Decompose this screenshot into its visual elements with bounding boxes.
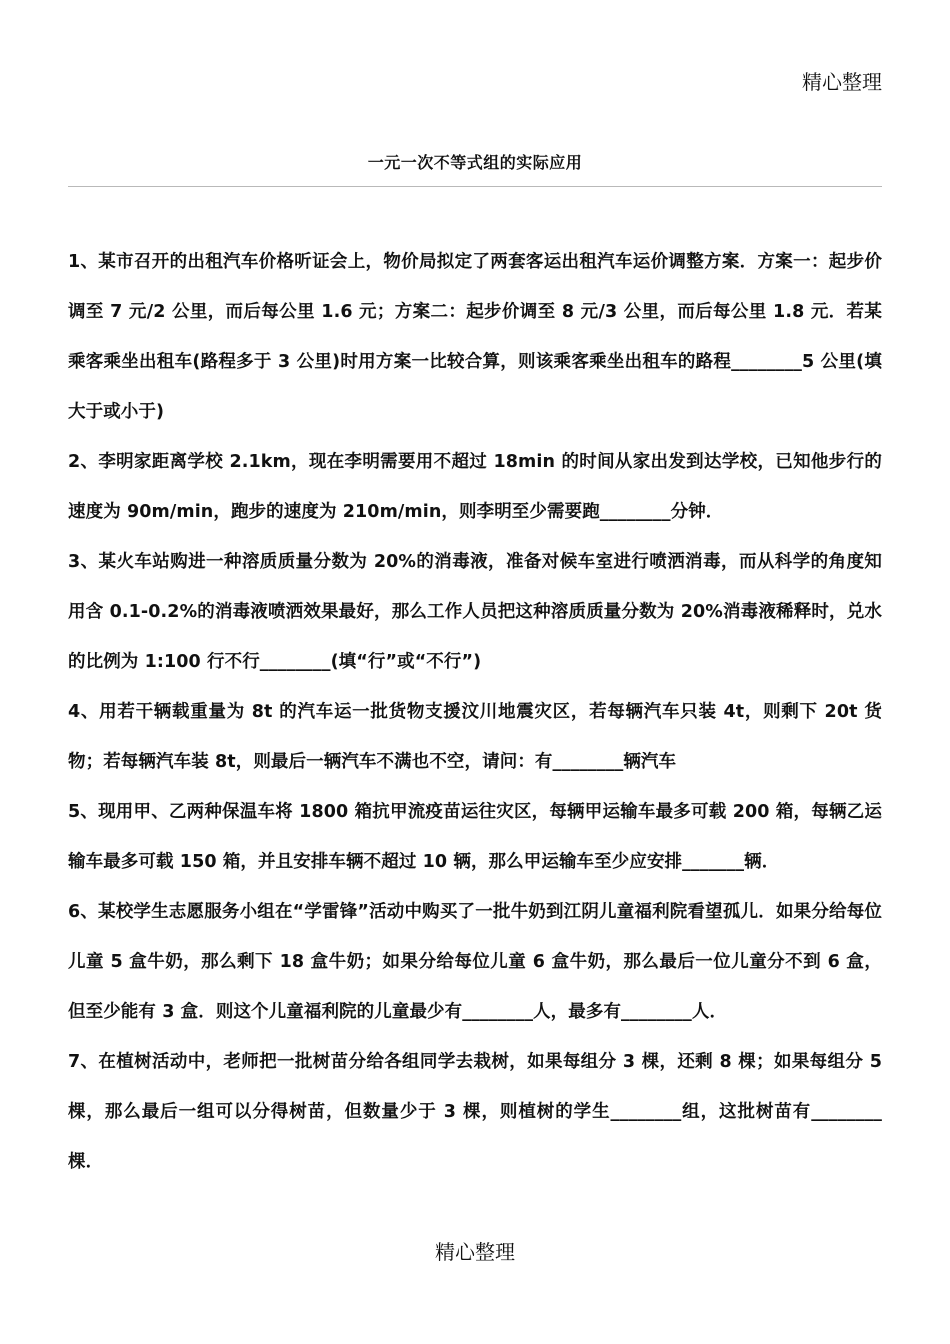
question-7: 7、在植树活动中，老师把一批树苗分给各组同学去栽树，如果每组分 3 棵，还剩 8 棵；如果每组分 5 棵，那么最后一组可以分得树苗，但数量少于 3 棵，则植树的学生________组，这批树苗有________棵．	[68, 1052, 882, 1172]
question-6: 6、某校学生志愿服务小组在“学雷锋”活动中购买了一批牛奶到江阴儿童福利院看望孤儿．如果分给每位儿童 5 盒牛奶，那么剩下 18 盒牛奶；如果分给每位儿童 6 盒牛奶，那么最后一位儿童分不到 6 盒，但至少能有 3 盒．则这个儿童福利院的儿童最少有________人，最多有________人．	[68, 902, 882, 1022]
question-5: 5、现用甲、乙两种保温车将 1800 箱抗甲流疫苗运往灾区，每辆甲运输车最多可载 200 箱，每辆乙运输车最多可载 150 箱，并且安排车辆不超过 10 辆，那么甲运输车至少应安排_______辆．	[68, 802, 882, 872]
page-header: 精心整理	[802, 70, 882, 94]
question-list	[68, 237, 882, 1187]
document-title: 一元一次不等式组的实际应用	[367, 153, 583, 172]
title-divider	[68, 186, 882, 187]
question-4: 4、用若干辆载重量为 8t 的汽车运一批货物支援汶川地震灾区，若每辆汽车只装 4t，则剩下 20t 货物；若每辆汽车装 8t，则最后一辆汽车不满也不空，请问：有________辆汽车	[68, 702, 882, 772]
question-3: 3、某火车站购进一种溶质质量分数为 20%的消毒液，准备对候车室进行喷洒消毒，而从科学的角度知用含 0.1-0.2%的消毒液喷洒效果最好，那么工作人员把这种溶质质量分数为 20%消毒液稀释时，兑水的比例为 1:100 行不行________(填“行”或“不行”)	[68, 552, 882, 672]
question-1: 1、某市召开的出租汽车价格听证会上，物价局拟定了两套客运出租汽车运价调整方案．方案一：起步价调至 7 元/2 公里，而后每公里 1.6 元；方案二：起步价调至 8 元/3 公里，而后每公里 1.8 元．若某乘客乘坐出租车(路程多于 3 公里)时用方案一比较合算，则该乘客乘坐出租车的路程________5 公里(填大于或小于)	[68, 252, 882, 422]
page-footer: 精心整理	[435, 1240, 515, 1264]
question-2: 2、李明家距离学校 2.1km，现在李明需要用不超过 18min 的时间从家出发到达学校，已知他步行的速度为 90m/min，跑步的速度为 210m/min，则李明至少需要跑________分钟．	[68, 452, 882, 522]
